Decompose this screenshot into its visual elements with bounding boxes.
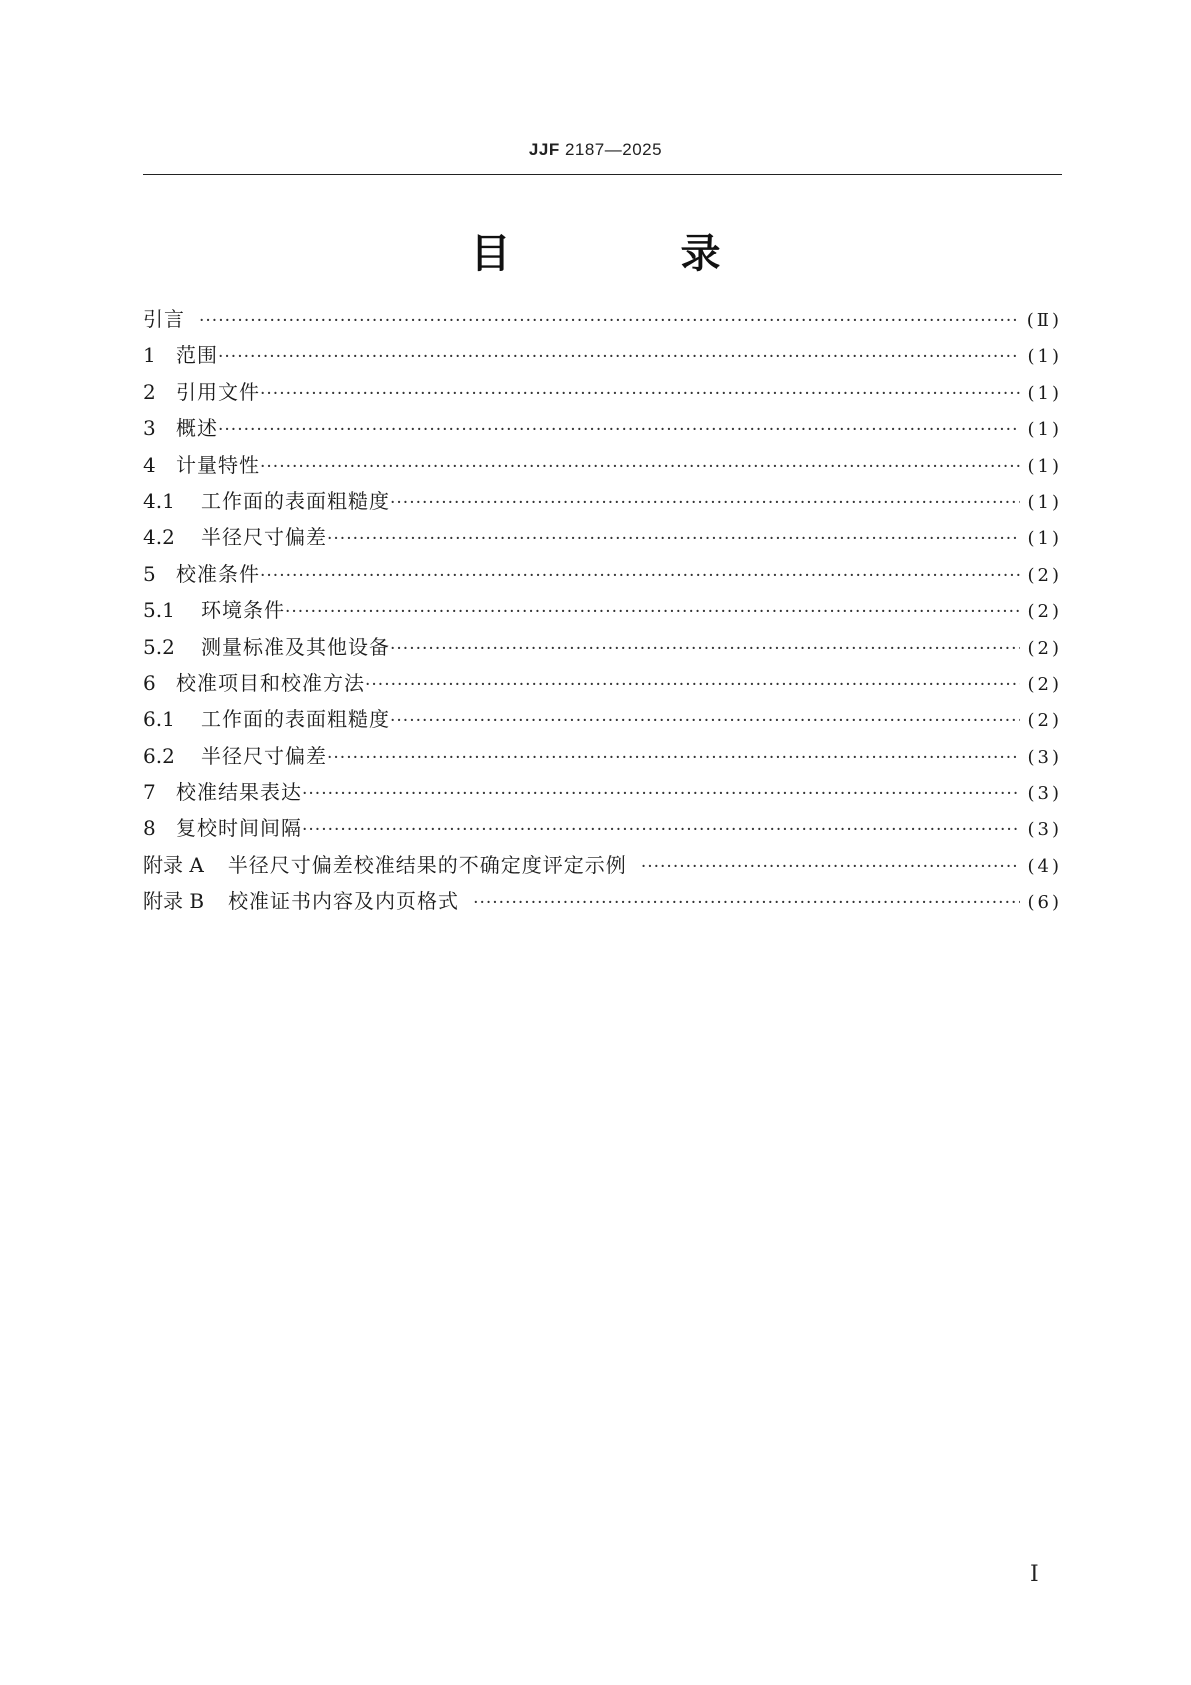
toc-entry-title: 半径尺寸偏差 <box>201 525 327 550</box>
toc-dot-leader <box>390 485 1020 521</box>
toc-entry-title: 校准结果表达 <box>176 780 302 805</box>
toc-entry-number: 4 <box>143 452 156 477</box>
toc-entry-title: 概述 <box>176 416 218 441</box>
toc-entry-page: (1) <box>1027 491 1062 513</box>
toc-entry-page: (Ⅱ) <box>1026 310 1062 331</box>
toc-entry-page: (3) <box>1027 783 1062 805</box>
toc-dot-leader <box>327 521 1020 557</box>
toc-dot-leader <box>285 594 1020 630</box>
toc-entry-number: 5.1 <box>143 598 175 623</box>
toc-entry-number: 5.2 <box>143 634 175 659</box>
toc-entry-page: (3) <box>1027 746 1062 768</box>
toc-dot-leader <box>260 376 1020 412</box>
toc-entry-title: 复校时间间隔 <box>176 816 302 841</box>
toc-entry[interactable] <box>143 883 1062 919</box>
toc-entry-title: 测量标准及其他设备 <box>201 634 390 659</box>
toc-entry-number: 4.2 <box>143 525 175 550</box>
toc-entry[interactable] <box>143 519 1062 555</box>
toc-entry[interactable] <box>143 738 1062 774</box>
toc-entry-page: (1) <box>1027 419 1062 441</box>
toc-dot-leader <box>641 849 1020 885</box>
toc-entry-page: (3) <box>1027 819 1062 841</box>
toc-entry-number: 6.1 <box>143 707 175 732</box>
toc-entry-title: 校准证书内容及内页格式 <box>228 889 460 914</box>
toc-entry[interactable] <box>143 447 1062 483</box>
page-number: I <box>1030 1562 1039 1587</box>
toc-entry-page: (1) <box>1027 528 1062 550</box>
toc-entry[interactable] <box>143 374 1062 410</box>
toc-entry-title: 半径尺寸偏差校准结果的不确定度评定示例 <box>227 852 627 877</box>
toc-entry-title: 引言 <box>143 307 185 331</box>
toc-dot-leader <box>199 303 1019 339</box>
toc-entry-number: 8 <box>143 816 156 841</box>
toc-entry-title: 范围 <box>176 343 218 368</box>
toc-entry-title: 计量特性 <box>176 452 260 477</box>
toc-dot-leader <box>473 885 1019 921</box>
standard-code: JJF <box>528 140 560 159</box>
toc-dot-leader <box>390 631 1020 667</box>
standard-number: 2187—2025 <box>564 140 663 159</box>
toc-entry[interactable] <box>143 665 1062 701</box>
toc-entry-page: (2) <box>1027 601 1062 623</box>
toc-dot-leader <box>260 558 1020 594</box>
toc-entry-title: 工作面的表面粗糙度 <box>201 488 390 513</box>
toc-entry-number: 附录 A <box>143 852 204 877</box>
toc-entry[interactable] <box>143 556 1062 592</box>
toc-dot-leader <box>390 703 1020 739</box>
toc-dot-leader <box>260 449 1020 485</box>
toc-entry[interactable] <box>143 701 1062 737</box>
toc-entry-page: (2) <box>1027 637 1062 659</box>
toc-entry[interactable] <box>143 410 1062 446</box>
toc-dot-leader <box>365 667 1020 703</box>
toc-entry-title: 校准项目和校准方法 <box>176 670 365 695</box>
toc-entry-number: 2 <box>143 379 156 404</box>
toc-entry-number: 7 <box>143 780 156 805</box>
toc-entry-number: 1 <box>143 343 156 368</box>
toc-entry[interactable] <box>143 847 1062 883</box>
header-divider <box>143 174 1062 175</box>
toc-entry-page: (6) <box>1027 892 1062 914</box>
toc-entry-number: 3 <box>143 416 156 441</box>
toc-entry-number: 5 <box>143 561 156 586</box>
toc-entry-title: 半径尺寸偏差 <box>201 743 327 768</box>
toc-dot-leader <box>218 412 1020 448</box>
toc-entry[interactable] <box>143 774 1062 810</box>
toc-entry-page: (1) <box>1027 382 1062 404</box>
toc-entry-page: (4) <box>1027 855 1062 877</box>
toc-entry[interactable] <box>143 337 1062 373</box>
toc-entry-page: (1) <box>1027 455 1062 477</box>
toc-entry-title: 引用文件 <box>176 379 260 404</box>
toc-entry-number: 6 <box>143 670 156 695</box>
toc-entry[interactable] <box>143 483 1062 519</box>
toc-entry-page: (1) <box>1027 346 1062 368</box>
toc-entry[interactable] <box>143 592 1062 628</box>
toc-entry[interactable] <box>143 810 1062 846</box>
toc-entry-number: 附录 B <box>143 889 205 914</box>
document-header <box>0 140 1191 160</box>
table-of-contents <box>143 301 1062 920</box>
toc-entry-page: (2) <box>1027 564 1062 586</box>
toc-entry-title: 工作面的表面粗糙度 <box>201 707 390 732</box>
toc-dot-leader <box>327 740 1020 776</box>
toc-entry[interactable] <box>143 629 1062 665</box>
toc-entry-page: (2) <box>1027 673 1062 695</box>
page-title: 目 录 <box>470 231 799 277</box>
toc-entry-number: 4.1 <box>143 488 175 513</box>
toc-entry-title: 环境条件 <box>201 598 285 623</box>
toc-dot-leader <box>218 339 1020 375</box>
toc-entry-number: 6.2 <box>143 743 175 768</box>
toc-dot-leader <box>302 812 1020 848</box>
toc-entry-title: 校准条件 <box>176 561 260 586</box>
toc-entry-page: (2) <box>1027 710 1062 732</box>
toc-entry[interactable] <box>143 301 1062 337</box>
toc-dot-leader <box>302 776 1020 812</box>
